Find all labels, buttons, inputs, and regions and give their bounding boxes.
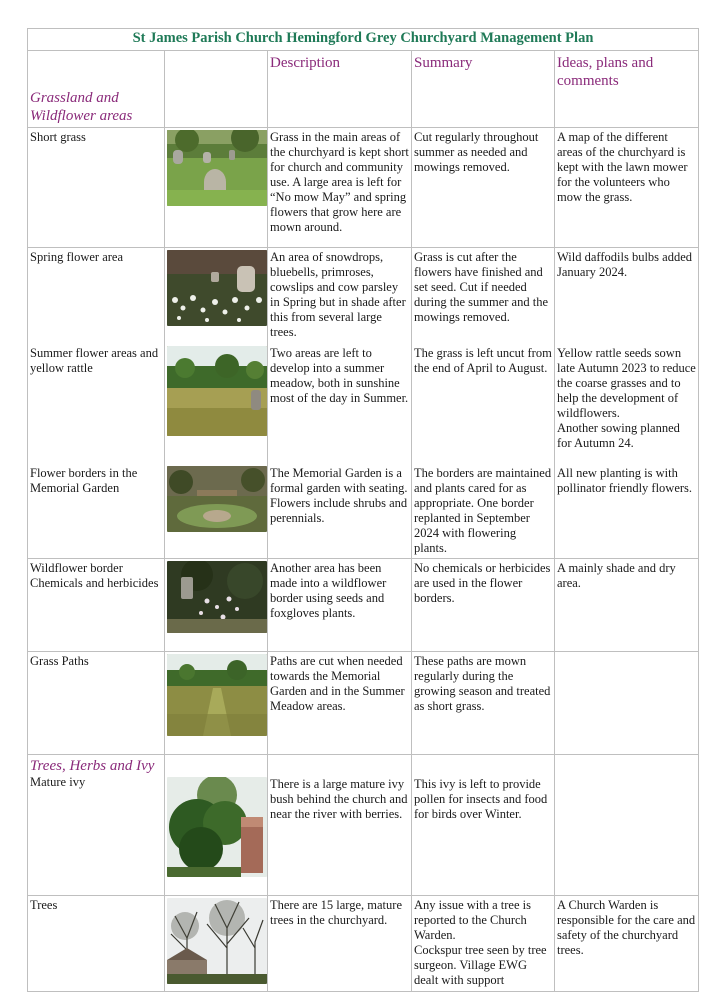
row-ideas-memorial-garden: All new planting is with pollinator friendly flowers. xyxy=(555,464,699,559)
row-description-short-grass: Grass in the main areas of the churchyard is kept short for church and community use. A large area is left for “No mow May” and spring flowers that grow here are mown around. xyxy=(268,128,412,248)
photo-memorial-garden xyxy=(167,466,267,532)
row-area-wildflower-border: Wildflower border Chemicals and herbicides xyxy=(28,558,165,651)
photo-short-grass xyxy=(167,130,267,206)
row-summary-mature-ivy: This ivy is left to provide pollen for insects and food for birds over Winter. xyxy=(412,754,555,895)
row-summary-wildflower-border: No chemicals or herbicides are used in the flower borders. xyxy=(412,558,555,651)
row-description-grass-paths: Paths are cut when needed towards the Memorial Garden and in the Summer Meadow areas. xyxy=(268,651,412,754)
row-ideas-wildflower-border: A mainly shade and dry area. xyxy=(555,558,699,651)
row-area-spring-flower: Spring flower area xyxy=(28,248,165,344)
row-summary-summer-flower: The grass is left uncut from the end of April to August. xyxy=(412,344,555,464)
row-summary-grass-paths: These paths are mown regularly during the growing season and treated as short grass. xyxy=(412,651,555,754)
row-summary-trees: Any issue with a tree is reported to the Church Warden. Cockspur tree seen by tree surgeon. Village EWG dealt with support xyxy=(412,895,555,991)
row-description-summer-flower: Two areas are left to develop into a summer meadow, both in sunshine most of the day in Summer. xyxy=(268,344,412,464)
section-heading-trees: Trees, Herbs and Ivy xyxy=(30,757,155,774)
row-ideas-trees: A Church Warden is responsible for the care and safety of the churchyard trees. xyxy=(555,895,699,991)
section-heading-grassland: Grassland and Wildflower areas xyxy=(28,51,165,128)
row-description-wildflower-border: Another area has been made into a wildflower border using seeds and foxgloves plants. xyxy=(268,558,412,651)
row-area-mature-ivy: Trees, Herbs and Ivy Mature ivy xyxy=(28,754,165,895)
row-area-trees: Trees xyxy=(28,895,165,991)
row-summary-short-grass: Cut regularly throughout summer as needed and mowings removed. xyxy=(412,128,555,248)
row-area-memorial-garden: Flower borders in the Memorial Garden xyxy=(28,464,165,559)
photo-summer-flower xyxy=(167,346,267,436)
row-summary-spring-flower: Grass is cut after the flowers have finished and set seed. Cut if needed during the summer and the mowings removed. xyxy=(412,248,555,344)
row-description-trees: There are 15 large, mature trees in the churchyard. xyxy=(268,895,412,991)
row-ideas-grass-paths xyxy=(555,651,699,754)
row-description-spring-flower: An area of snowdrops, bluebells, primroses, cowslips and cow parsley in Spring but in shade after this from several large trees. xyxy=(268,248,412,344)
header-ideas: Ideas, plans and comments xyxy=(555,51,699,128)
row-area-grass-paths: Grass Paths xyxy=(28,651,165,754)
management-plan-page xyxy=(27,28,698,992)
management-plan-table xyxy=(27,28,699,992)
row-ideas-short-grass: A map of the different areas of the churchyard is kept with the lawn mower for the volunteers who mow the grass. xyxy=(555,128,699,248)
row-description-mature-ivy: There is a large mature ivy bush behind the church and near the river with berries. xyxy=(268,754,412,895)
row-summary-memorial-garden: The borders are maintained and plants cared for as appropriate. One border replanted in September 2024 with flowering plants. xyxy=(412,464,555,559)
row-description-memorial-garden: The Memorial Garden is a formal garden with seating. Flowers include shrubs and perennials. xyxy=(268,464,412,559)
photo-wildflower-border xyxy=(167,561,267,633)
row-ideas-mature-ivy xyxy=(555,754,699,895)
row-area-summer-flower: Summer flower areas and yellow rattle xyxy=(28,344,165,464)
header-summary: Summary xyxy=(412,51,555,128)
photo-grass-paths xyxy=(167,654,267,736)
photo-spring-flower xyxy=(167,250,267,326)
header-description: Description xyxy=(268,51,412,128)
row-ideas-spring-flower: Wild daffodils bulbs added January 2024. xyxy=(555,248,699,344)
photo-trees xyxy=(167,898,267,984)
photo-mature-ivy xyxy=(167,777,267,877)
row-area-short-grass: Short grass xyxy=(28,128,165,248)
document-title: St James Parish Church Hemingford Grey Churchyard Management Plan xyxy=(28,29,699,51)
row-ideas-summer-flower: Yellow rattle seeds sown late Autumn 2023 to reduce the coarse grasses and to help the development of wildflowers. Another sowing planned for Autumn 24. xyxy=(555,344,699,464)
